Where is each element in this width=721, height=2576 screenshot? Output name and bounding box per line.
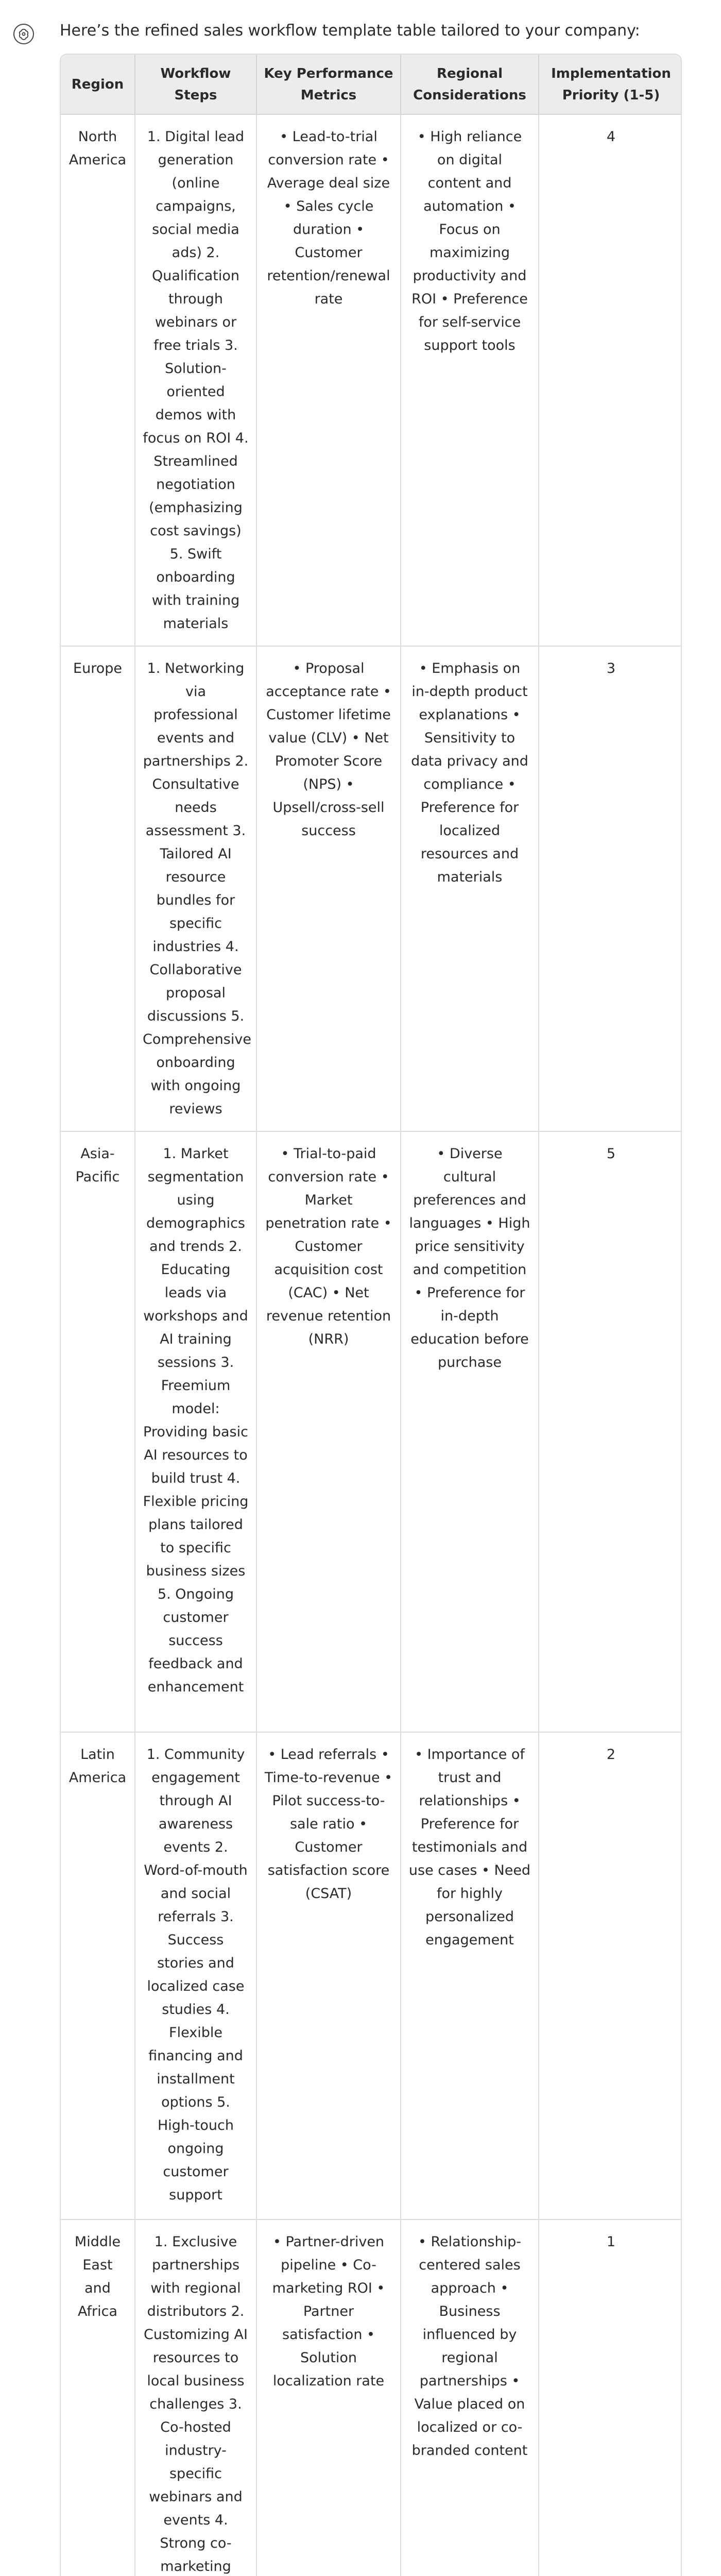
cell-workflow-steps: 1. Networking via professional events and partnerships 2. Consultative needs assessment 3. Tailored AI resource bundles for specific industries 4. Collaborative proposal discussions 5. Comprehensive onboarding with ongoing reviews: [135, 646, 256, 1131]
table-header-row: [61, 55, 682, 114]
table-row: [61, 1131, 682, 1732]
cell-metrics: • Trial-to-paid conversion rate • Market penetration rate • Customer acquisition cost (CAC) • Net revenue retention (NRR): [256, 1131, 401, 1732]
cell-region: Middle East and Africa: [61, 2219, 135, 2576]
cell-considerations: • Relationship-centered sales approach • Business influenced by regional partnerships • Value placed on localized or co-branded content: [401, 2219, 539, 2576]
cell-metrics: • Proposal acceptance rate • Customer lifetime value (CLV) • Net Promoter Score (NPS) • Upsell/cross-sell success: [256, 646, 401, 1131]
cell-priority: 2: [539, 1732, 682, 2219]
cell-priority: 4: [539, 114, 682, 646]
table-row: [61, 114, 682, 646]
cell-metrics: • Partner-driven pipeline • Co-marketing ROI • Partner satisfaction • Solution localization rate: [256, 2219, 401, 2576]
cell-considerations: • Importance of trust and relationships • Preference for testimonials and use cases • Need for highly personalized engagement: [401, 1732, 539, 2219]
header-implementation-priority: Implementation Priority (1-5): [539, 55, 682, 114]
header-workflow-steps: Workflow Steps: [135, 55, 256, 114]
cell-workflow-steps: 1. Community engagement through AI awareness events 2. Word-of-mouth and social referrals 3. Success stories and localized case studies 4. Flexible financing and installment options 5. High-touch ongoing customer support: [135, 1732, 256, 2219]
assistant-avatar-icon: [13, 24, 34, 44]
table-row: [61, 2219, 682, 2576]
intro-text: Here’s the refined sales workflow template table tailored to your company:: [60, 22, 640, 40]
cell-priority: 5: [539, 1131, 682, 1732]
cell-considerations: • Emphasis on in-depth product explanations • Sensitivity to data privacy and compliance • Preference for localized resources and materials: [401, 646, 539, 1131]
cell-region: Europe: [61, 646, 135, 1131]
header-key-metrics: Key Performance Metrics: [256, 55, 401, 114]
cell-priority: 1: [606, 2234, 616, 2250]
header-region: Region: [61, 55, 135, 114]
table-row: [61, 646, 682, 1131]
cell-metrics: • Lead-to-trial conversion rate • Average deal size • Sales cycle duration • Customer retention/renewal rate: [256, 114, 401, 646]
cell-region: Latin America: [61, 1732, 135, 2219]
cell-metrics: • Lead referrals • Time-to-revenue • Pilot success-to-sale ratio • Customer satisfaction score (CSAT): [256, 1732, 401, 2219]
cell-region: Asia-Pacific: [61, 1131, 135, 1732]
cell-priority: 3: [539, 646, 682, 1131]
table-row: [61, 1732, 682, 2219]
cell-workflow-steps: 1. Digital lead generation (online campaigns, social media ads) 2. Qualification through webinars or free trials 3. Solution-oriented demos with focus on ROI 4. Streamlined negotiation (emphasizing cost savings) 5. Swift onboarding with training materials: [135, 114, 256, 646]
cell-workflow-steps: 1. Market segmentation using demographics and trends 2. Educating leads via workshops and AI training sessions 3. Freemium model: Providing basic AI resources to build trust 4. Flexible pricing plans tailored to specific business sizes 5. Ongoing customer success feedback and enhancement: [135, 1131, 256, 1732]
header-regional-considerations: Regional Considerations: [401, 55, 539, 114]
cell-considerations: • Diverse cultural preferences and languages • High price sensitivity and competition • Preference for in-depth education before purchase: [401, 1131, 539, 1732]
cell-considerations: • High reliance on digital content and automation • Focus on maximizing productivity and ROI • Preference for self-service support tools: [401, 114, 539, 646]
workflow-table: [60, 54, 682, 2576]
cell-workflow-steps: 1. Exclusive partnerships with regional distributors 2. Customizing AI resources to local business challenges 3. Co-hosted industry-specific webinars and events 4. Strong co-marketing: [135, 2219, 256, 2576]
cell-region: North America: [61, 114, 135, 646]
